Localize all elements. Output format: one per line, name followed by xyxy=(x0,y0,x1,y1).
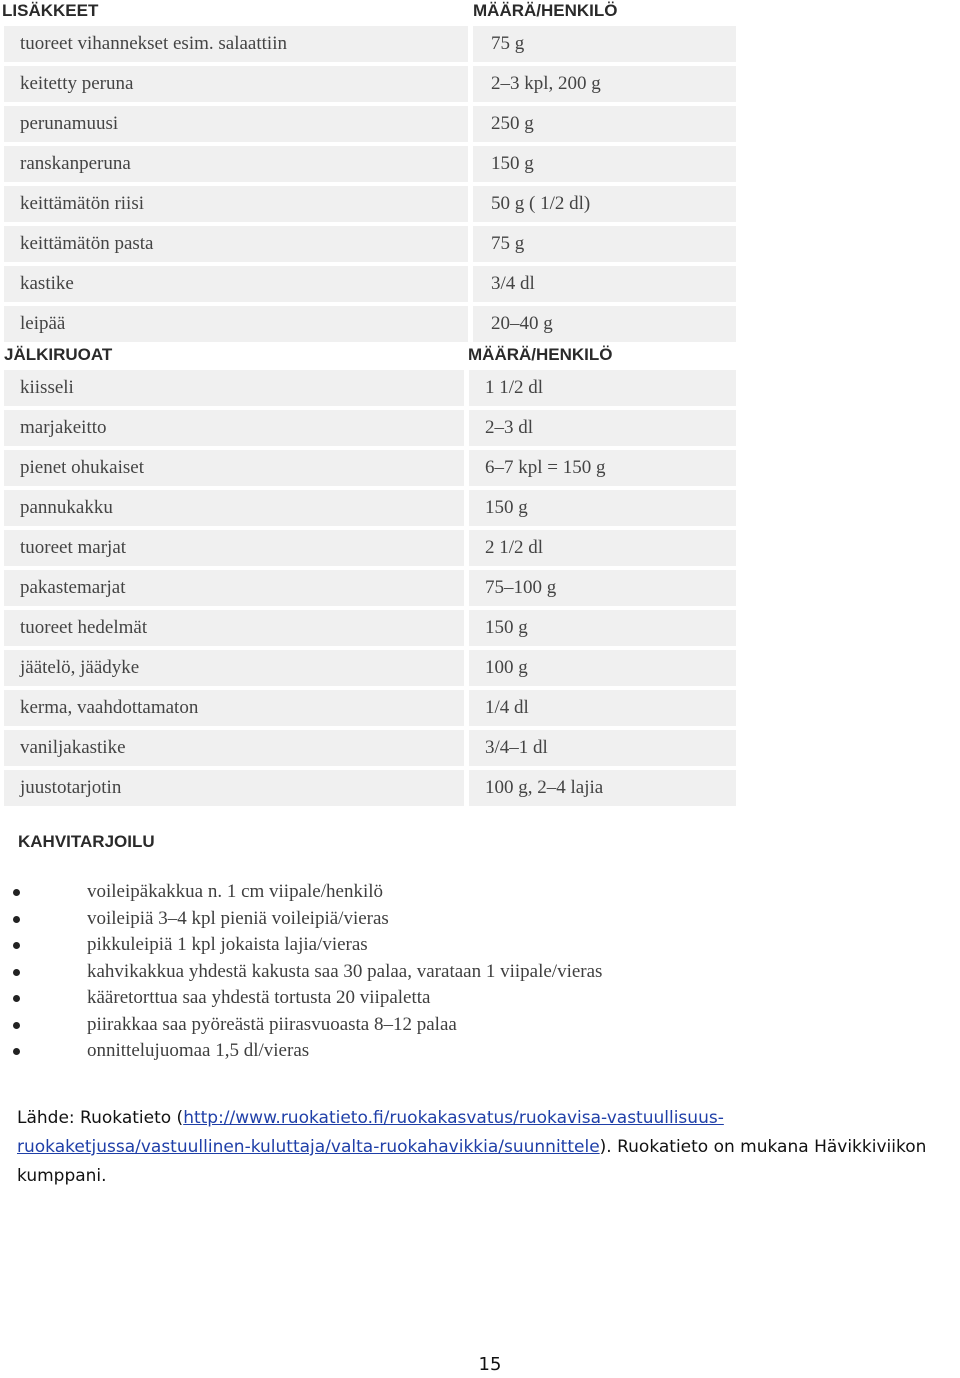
row-item: ranskanperuna xyxy=(4,146,468,182)
row-item: vaniljakastike xyxy=(4,730,464,766)
source-line3: kumppani. xyxy=(17,1166,107,1186)
kahvitarjoilu-list xyxy=(0,879,960,1065)
table-row xyxy=(0,144,740,184)
lisakkeet-header-right: MÄÄRÄ/HENKILÖ xyxy=(473,1,618,20)
jalkiruoat-header xyxy=(0,344,740,368)
row-item: tuoreet marjat xyxy=(4,530,464,566)
row-item: marjakeitto xyxy=(4,410,464,446)
row-amount: 100 g, 2–4 lajia xyxy=(469,770,736,806)
bullet-icon xyxy=(13,1048,20,1055)
row-item: pakastemarjat xyxy=(4,570,464,606)
row-item: kerma, vaahdottamaton xyxy=(4,690,464,726)
jalkiruoat-header-right: MÄÄRÄ/HENKILÖ xyxy=(468,345,613,364)
row-amount: 75–100 g xyxy=(469,570,736,606)
table-row xyxy=(0,64,740,104)
source-note xyxy=(17,1104,960,1191)
row-item: keittämätön riisi xyxy=(4,186,468,222)
row-amount: 150 g xyxy=(469,490,736,526)
list-item-text: pikkuleipiä 1 kpl jokaista lajia/vieras xyxy=(87,934,368,955)
row-item: tuoreet hedelmät xyxy=(4,610,464,646)
table-row xyxy=(0,184,740,224)
jalkiruoat-header-left: JÄLKIRUOAT xyxy=(4,345,113,364)
list-item-text: voileipäkakkua n. 1 cm viipale/henkilö xyxy=(87,881,384,902)
bullet-icon xyxy=(13,969,20,976)
row-amount: 1/4 dl xyxy=(469,690,736,726)
row-item: keitetty peruna xyxy=(4,66,468,102)
list-item xyxy=(0,1038,960,1065)
source-link-part1[interactable]: http://www.ruokatieto.fi/ruokakasvatus/ruokavisa-vastuullisuus- xyxy=(183,1108,724,1128)
table-row xyxy=(0,528,740,568)
table-row xyxy=(0,568,740,608)
table-row xyxy=(0,104,740,144)
table-row xyxy=(0,648,740,688)
source-suffix: ). Ruokatieto on mukana Hävikkiviikon xyxy=(599,1137,927,1157)
table-row xyxy=(0,304,740,344)
lisakkeet-table xyxy=(0,0,740,344)
row-item: perunamuusi xyxy=(4,106,468,142)
table-row xyxy=(0,688,740,728)
row-amount: 1 1/2 dl xyxy=(469,370,736,406)
row-item: leipää xyxy=(4,306,468,342)
table-row xyxy=(0,408,740,448)
row-item: pannukakku xyxy=(4,490,464,526)
bullet-icon xyxy=(13,995,20,1002)
row-amount: 6–7 kpl = 150 g xyxy=(469,450,736,486)
list-item-text: onnittelujuomaa 1,5 dl/vieras xyxy=(87,1040,310,1061)
list-item-text: kahvikakkua yhdestä kakusta saa 30 palaa, varataan 1 viipale/vieras xyxy=(87,960,603,982)
row-item: pienet ohukaiset xyxy=(4,450,464,486)
list-item-text: kääretorttua saa yhdestä tortusta 20 viipaletta xyxy=(87,987,431,1008)
table-row xyxy=(0,728,740,768)
table-row xyxy=(0,768,740,808)
source-prefix: Lähde: Ruokatieto ( xyxy=(17,1108,184,1128)
row-amount: 3/4 dl xyxy=(473,266,736,302)
table-row xyxy=(0,24,740,64)
list-item xyxy=(0,1012,960,1039)
row-item: keittämätön pasta xyxy=(4,226,468,262)
bullet-icon xyxy=(13,889,20,896)
table-row xyxy=(0,368,740,408)
list-item-text: piirakkaa saa pyöreästä piirasvuoasta 8–12 palaa xyxy=(87,1013,457,1035)
bullet-icon xyxy=(13,1022,20,1029)
row-amount: 150 g xyxy=(469,610,736,646)
table-row xyxy=(0,224,740,264)
row-item: kiisseli xyxy=(4,370,464,406)
list-item xyxy=(0,985,960,1012)
row-amount: 2 1/2 dl xyxy=(469,530,736,566)
lisakkeet-header xyxy=(0,0,740,24)
list-item xyxy=(0,959,960,986)
kahvitarjoilu-title: KAHVITARJOILU xyxy=(18,832,155,851)
jalkiruoat-table xyxy=(0,344,740,808)
list-item xyxy=(0,879,960,906)
row-amount: 2–3 kpl, 200 g xyxy=(473,66,736,102)
row-item: kastike xyxy=(4,266,468,302)
row-amount: 150 g xyxy=(473,146,736,182)
table-row xyxy=(0,448,740,488)
table-row xyxy=(0,264,740,304)
row-amount: 100 g xyxy=(469,650,736,686)
row-amount: 75 g xyxy=(473,26,736,62)
row-item: jäätelö, jäädyke xyxy=(4,650,464,686)
row-amount: 3/4–1 dl xyxy=(469,730,736,766)
row-amount: 50 g ( 1/2 dl) xyxy=(473,186,736,222)
table-row xyxy=(0,608,740,648)
row-amount: 20–40 g xyxy=(473,306,736,342)
lisakkeet-header-left: LISÄKKEET xyxy=(2,1,99,20)
page-number: 15 xyxy=(478,1354,502,1375)
source-link-part2[interactable]: ruokaketjussa/vastuullinen-kuluttaja/valta-ruokahavikkia/suunnittele xyxy=(17,1137,600,1157)
list-item xyxy=(0,906,960,933)
bullet-icon xyxy=(13,942,20,949)
row-amount: 75 g xyxy=(473,226,736,262)
row-item: juustotarjotin xyxy=(4,770,464,806)
row-amount: 250 g xyxy=(473,106,736,142)
list-item-text: voileipiä 3–4 kpl pieniä voileipiä/vieras xyxy=(87,907,389,929)
row-item: tuoreet vihannekset esim. salaattiin xyxy=(4,26,468,62)
list-item xyxy=(0,932,960,959)
row-amount: 2–3 dl xyxy=(469,410,736,446)
table-row xyxy=(0,488,740,528)
bullet-icon xyxy=(13,916,20,923)
